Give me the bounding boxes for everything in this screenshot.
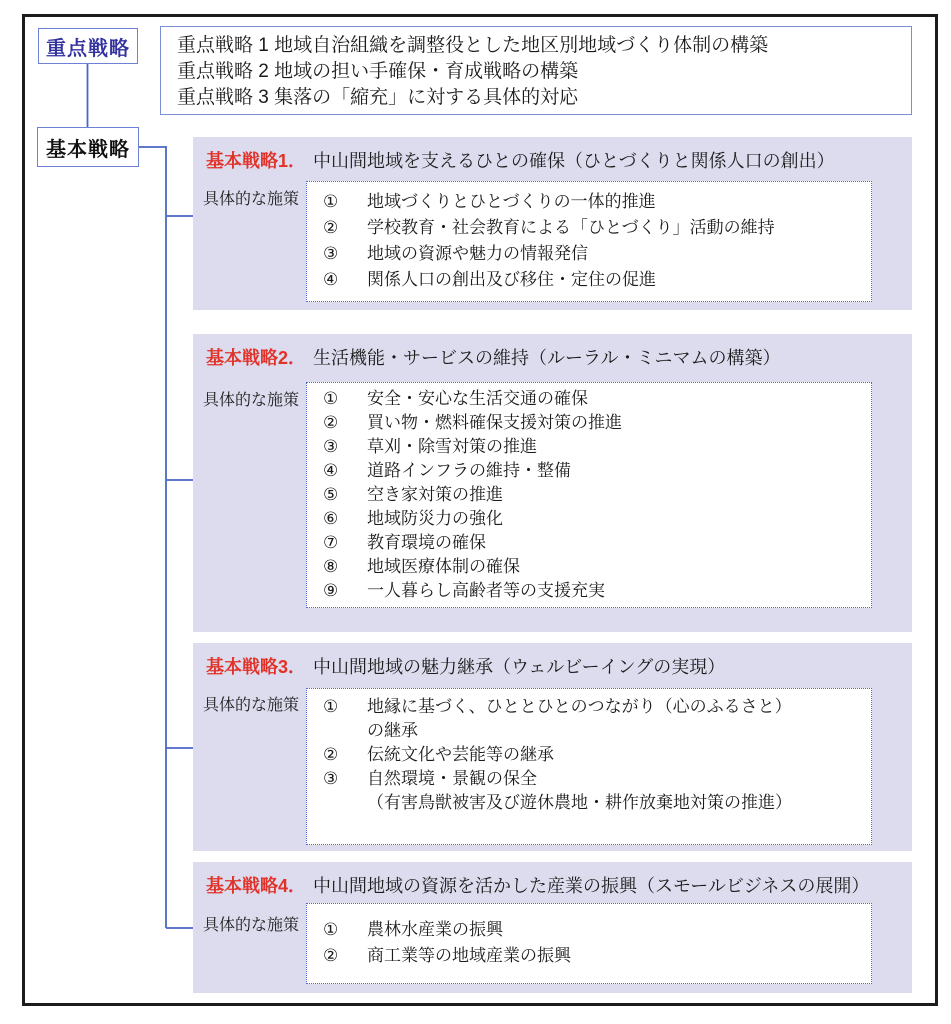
item-text-line: 草刈・除雪対策の推進 bbox=[367, 437, 537, 456]
measure-item bbox=[323, 531, 861, 555]
measure-item bbox=[323, 507, 861, 531]
item-number: ① bbox=[323, 192, 339, 211]
basic-strategy-section-4 bbox=[193, 862, 912, 993]
item-text bbox=[367, 215, 861, 241]
priority-strategy-item: 重点戦略 3 集落の「縮充」に対する具体的対応 bbox=[177, 87, 579, 108]
item-text-line: 地域医療体制の確保 bbox=[367, 557, 520, 576]
item-text-line: （有害鳥獣被害及び遊休農地・耕作放棄地対策の推進） bbox=[367, 793, 792, 812]
measure-item bbox=[323, 743, 861, 767]
section-title bbox=[206, 872, 869, 898]
measures-list-box bbox=[306, 181, 872, 302]
item-text bbox=[367, 531, 861, 555]
basic-strategy-section-1 bbox=[193, 137, 912, 310]
item-text-line: 地域づくりとひとづくりの一体的推進 bbox=[367, 192, 656, 211]
measure-item bbox=[323, 767, 861, 815]
item-text-line: 地縁に基づく、ひととひとのつながり（心のふるさと） bbox=[367, 697, 792, 716]
section-heading: 中山間地域の資源を活かした産業の振興（スモールビジネスの展開） bbox=[313, 876, 870, 896]
item-text-line: 買い物・燃料確保支援対策の推進 bbox=[367, 413, 622, 432]
item-text-line: 商工業等の地域産業の振興 bbox=[367, 946, 571, 965]
item-text bbox=[367, 435, 861, 459]
item-text bbox=[367, 241, 861, 267]
measure-item bbox=[323, 459, 861, 483]
section-title bbox=[206, 147, 835, 173]
item-number: ① bbox=[323, 920, 339, 939]
item-text bbox=[367, 507, 861, 531]
measure-item bbox=[323, 695, 861, 743]
item-text-line: 自然環境・景観の保全 bbox=[367, 769, 537, 788]
measure-item bbox=[323, 483, 861, 507]
item-number: ③ bbox=[323, 769, 339, 788]
measure-item bbox=[323, 943, 861, 969]
item-text-line: 地域防災力の強化 bbox=[367, 509, 503, 528]
item-text-line: 安全・安心な生活交通の確保 bbox=[367, 389, 588, 408]
item-text bbox=[367, 387, 861, 411]
item-text bbox=[367, 411, 861, 435]
measure-item bbox=[323, 555, 861, 579]
measures-list-box bbox=[306, 903, 872, 984]
item-text bbox=[367, 767, 861, 815]
priority-strategy-label-box bbox=[38, 28, 138, 64]
measure-item bbox=[323, 579, 861, 603]
item-number: ⑨ bbox=[323, 581, 339, 600]
basic-strategy-label-box bbox=[37, 127, 139, 167]
item-number: ② bbox=[323, 218, 339, 237]
item-number: ② bbox=[323, 946, 339, 965]
item-text-line: 教育環境の確保 bbox=[367, 533, 486, 552]
section-title bbox=[206, 344, 780, 370]
item-number: ② bbox=[323, 413, 339, 432]
section-heading: 生活機能・サービスの維持（ルーラル・ミニマムの構築） bbox=[313, 348, 781, 368]
item-number: ① bbox=[323, 389, 339, 408]
item-number: ⑤ bbox=[323, 485, 339, 504]
item-text-line: 農林水産業の振興 bbox=[367, 920, 503, 939]
section-number: 基本戦略2． bbox=[206, 348, 307, 368]
measure-item bbox=[323, 189, 861, 215]
item-number: ⑦ bbox=[323, 533, 339, 552]
item-number: ⑧ bbox=[323, 557, 339, 576]
basic-strategy-label: 基本戦略 bbox=[46, 138, 130, 161]
item-number: ② bbox=[323, 745, 339, 764]
item-text bbox=[367, 189, 861, 215]
item-text-line: 伝統文化や芸能等の継承 bbox=[367, 745, 554, 764]
priority-strategy-item: 重点戦略 2 地域の担い手確保・育成戦略の構築 bbox=[177, 61, 579, 82]
measure-item bbox=[323, 267, 861, 293]
basic-strategy-section-2 bbox=[193, 334, 912, 632]
item-text-line: 道路インフラの維持・整備 bbox=[367, 461, 571, 480]
item-number: ④ bbox=[323, 461, 339, 480]
item-text-line: 地域の資源や魅力の情報発信 bbox=[367, 244, 588, 263]
measure-item bbox=[323, 917, 861, 943]
item-text-line: 関係人口の創出及び移住・定住の促進 bbox=[367, 270, 656, 289]
basic-strategy-section-3 bbox=[193, 643, 912, 851]
measures-list-box bbox=[306, 382, 872, 608]
priority-strategy-list-box bbox=[160, 26, 912, 115]
measure-item bbox=[323, 241, 861, 267]
section-number: 基本戦略4． bbox=[206, 876, 307, 896]
measures-label: 具体的な施策 bbox=[203, 697, 300, 714]
measure-item bbox=[323, 411, 861, 435]
item-text-line: 一人暮らし高齢者等の支援充実 bbox=[367, 581, 605, 600]
measures-label: 具体的な施策 bbox=[203, 917, 300, 934]
item-number: ⑥ bbox=[323, 509, 339, 528]
item-text bbox=[367, 459, 861, 483]
item-text bbox=[367, 943, 861, 969]
measures-label: 具体的な施策 bbox=[203, 191, 300, 208]
item-text bbox=[367, 267, 861, 293]
item-text bbox=[367, 695, 861, 743]
section-heading: 中山間地域の魅力継承（ウェルビーイングの実現） bbox=[313, 657, 726, 677]
item-number: ① bbox=[323, 697, 339, 716]
measure-item bbox=[323, 435, 861, 459]
item-number: ④ bbox=[323, 270, 339, 289]
priority-strategy-label: 重点戦略 bbox=[46, 37, 130, 60]
item-text-line: 学校教育・社会教育による「ひとづくり」活動の維持 bbox=[367, 218, 775, 237]
item-text bbox=[367, 743, 861, 767]
measure-item bbox=[323, 215, 861, 241]
section-number: 基本戦略3． bbox=[206, 657, 307, 677]
item-text-line: の継承 bbox=[367, 721, 418, 740]
measures-label: 具体的な施策 bbox=[203, 392, 300, 409]
item-text bbox=[367, 483, 861, 507]
measure-item bbox=[323, 387, 861, 411]
item-number: ③ bbox=[323, 437, 339, 456]
item-text bbox=[367, 917, 861, 943]
section-heading: 中山間地域を支えるひとの確保（ひとづくりと関係人口の創出） bbox=[313, 151, 835, 171]
item-text bbox=[367, 555, 861, 579]
measures-list-box bbox=[306, 688, 872, 845]
item-number: ③ bbox=[323, 244, 339, 263]
item-text bbox=[367, 579, 861, 603]
priority-strategy-item: 重点戦略 1 地域自治組織を調整役とした地区別地域づくり体制の構築 bbox=[177, 35, 769, 56]
item-text-line: 空き家対策の推進 bbox=[367, 485, 503, 504]
section-number: 基本戦略1． bbox=[206, 151, 307, 171]
section-title bbox=[206, 653, 725, 679]
